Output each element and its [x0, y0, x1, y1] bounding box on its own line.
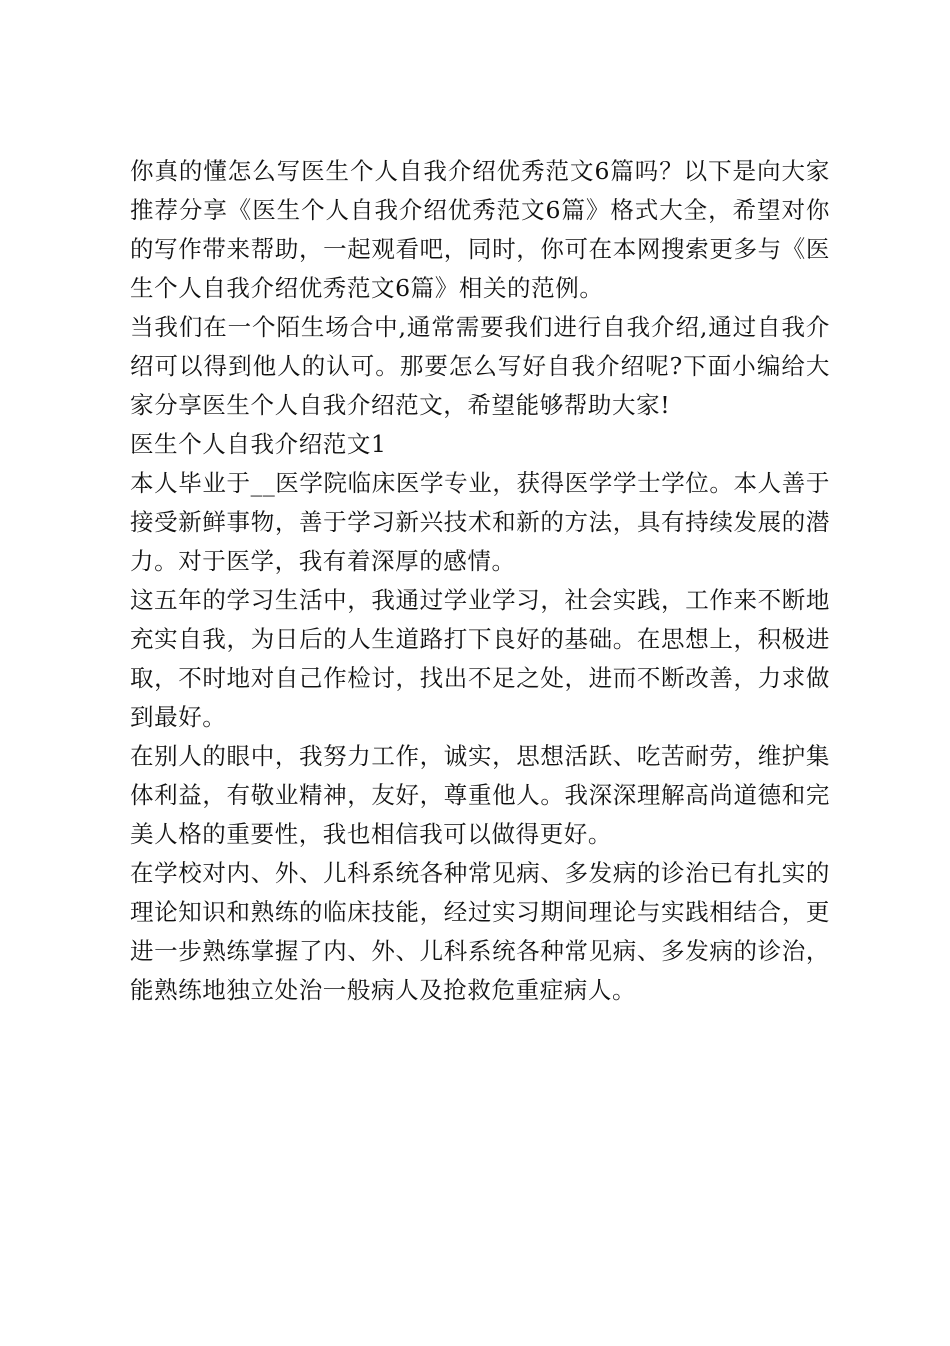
body-paragraph: 本人毕业于__医学院临床医学专业，获得医学学士学位。本人善于接受新鲜事物，善于学习新兴技术和新的方法，具有持续发展的潜力。对于医学，我有着深厚的感情。: [130, 469, 830, 575]
body-paragraph: 在学校对内、外、儿科系统各种常见病、多发病的诊治已有扎实的理论知识和熟练的临床技能，经过实习期间理论与实践相结合，更进一步熟练掌握了内、外、儿科系统各种常见病、多发病的诊治，能熟练地独立处治一般病人及抢救危重症病人。: [130, 859, 830, 1004]
body-paragraph: 在别人的眼中，我努力工作，诚实，思想活跃、吃苦耐劳，维护集体利益，有敬业精神，友好，尊重他人。我深深理解高尚道德和完美人格的重要性，我也相信我可以做得更好。: [130, 742, 830, 848]
intro-paragraph: 你真的懂怎么写医生个人自我介绍优秀范文6篇吗？以下是向大家推荐分享《医生个人自我介绍优秀范文6篇》格式大全，希望对你的写作带来帮助，一起观看吧，同时，你可在本网搜索更多与《医生个人自我介绍优秀范文6篇》相关的范例。: [130, 157, 830, 302]
context-paragraph: 当我们在一个陌生场合中,通常需要我们进行自我介绍,通过自我介绍可以得到他人的认可。那要怎么写好自我介绍呢?下面小编给大家分享医生个人自我介绍范文，希望能够帮助大家!: [130, 313, 830, 419]
section-heading: 医生个人自我介绍范文1: [130, 430, 387, 458]
document-body: [130, 152, 830, 1010]
body-paragraph: 这五年的学习生活中，我通过学业学习，社会实践，工作来不断地充实自我，为日后的人生道路打下良好的基础。在思想上，积极进取，不时地对自己作检讨，找出不足之处，进而不断改善，力求做到最好。: [130, 586, 830, 731]
